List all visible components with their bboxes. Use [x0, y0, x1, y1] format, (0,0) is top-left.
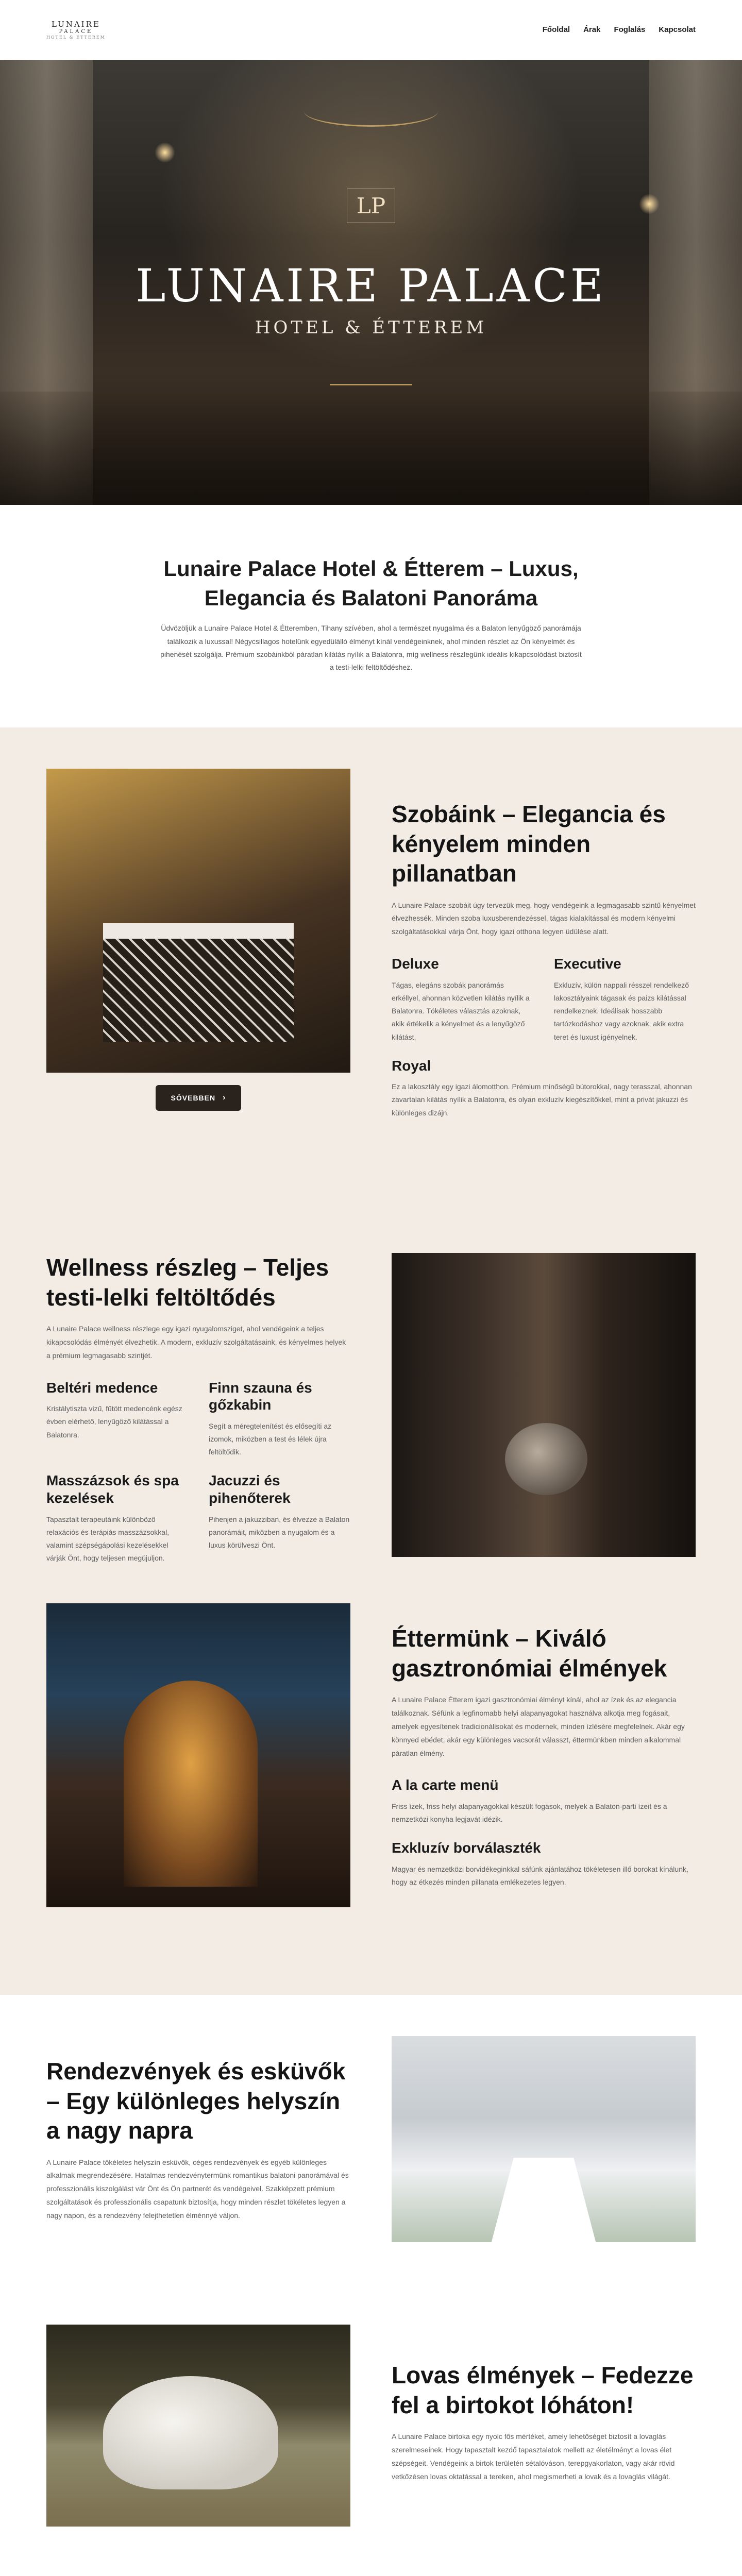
hero-ornament: [330, 384, 412, 385]
nav-item-home: [543, 25, 570, 35]
hero-title: LUNAIRE PALACE: [136, 259, 606, 312]
feature-text: Ez a lakosztály egy igazi álomotthon. Prémium minőségű bútorokkal, nagy terasszal, ahonnan zavartalan kilátás nyílik a Balatonra, és olyan exkluzív kiegészítőkkel, mint a privát jakuzzi és különleges dizájn.: [392, 1082, 692, 1117]
hero-content: [0, 189, 742, 385]
bed-illustration: [103, 923, 294, 1042]
feature-title: Beltéri medence: [46, 1379, 158, 1396]
hero-monogram: LP: [347, 189, 395, 223]
feature-title: Deluxe: [392, 956, 439, 972]
chandelier-decoration: [304, 96, 438, 127]
intro-title: Lunaire Palace Hotel & Étterem – Luxus, Elegancia és Balatoni Panoráma: [163, 556, 579, 610]
feature-text: Magyar és nemzetközi borvidékeginkkal sáfúnk ajánlatához tökéletesen illő borokat kínálunk, hogy az étkezés minden pillanata emlékezetes legyen.: [392, 1865, 688, 1887]
feature-title: Finn szauna és gőzkabin: [209, 1379, 312, 1413]
feature-title: Royal: [392, 1057, 431, 1074]
feature-title: Masszázsok és spa kezelések: [46, 1472, 179, 1506]
rooms-media-col: [46, 769, 350, 1111]
rooms-features: [392, 955, 696, 1120]
horse-illustration: [103, 2376, 278, 2489]
nav-item-booking: [614, 25, 645, 35]
feature-text: Tapasztalt terapeutáink különböző relaxációs és terápiás masszázsokkal, valamint szépségápolási kezelésekkel várják Önt, hogy teljesen megújuljon.: [46, 1515, 170, 1563]
riding-text-col: [392, 2325, 696, 2484]
intro-text: Üdvözöljük a Lunaire Palace Hotel & Étteremben, Tihany szívében, ahol a természet nyugalma és a Balaton lenyűgöző panorámája találkozik a luxussal! Négycsillagos hotelünk egyedülálló élményt kínál vendégeinknek, ahol minden részlet az Ön kényelmét és pihenését szolgálja. Prémium szobáinkból páratlan kilátás nyílik a Balatonra, míg wellness részlegünk ideális kikapcsolódást biztosít a testi-lelki feltöltődéshez.: [160, 624, 582, 671]
events-text-col: [46, 2036, 350, 2223]
feature-text: Tágas, elegáns szobák panorámás erkéllyel, ahonnan közvetlen kilátás nyílik a Balatonra. Tökéletes választás azoknak, akik értékelik a kényelmet és a lenyűgöző kilátást.: [392, 980, 530, 1041]
events-media-col: [392, 2036, 696, 2242]
nav-link-contact[interactable]: Kapcsolat: [659, 25, 696, 34]
wellness-title: Wellness részleg – Teljes testi-lelki feltöltődés: [46, 1254, 329, 1311]
room-feature-deluxe: [392, 955, 533, 1044]
hero-floor-shade: [0, 392, 742, 505]
rooms-more-label: SÖVEBBEN: [171, 1094, 216, 1102]
room-feature-royal: [392, 1057, 696, 1120]
events-image: [392, 2036, 696, 2242]
restaurant-text: A Lunaire Palace Étterem igazi gasztronómiai élményt kínál, ahol az ízek és az elegancia találkoznak. Séfünk a legfinomabb helyi alapanyagokat használva alkotja meg fogásait, amelyek egyesítenek tradicionálisokat és modernek, minden ízlésére megfelelnek. Akár egy könnyed ebédet, akár egy különleges vacsorát válasszt, éttermünkben minden alkalommal páratlan élmény.: [392, 1696, 685, 1757]
restaurant-feature-wine: [392, 1839, 696, 1889]
feature-title: Executive: [554, 956, 621, 972]
rooms-text: A Lunaire Palace szobáit úgy tervezük meg, hogy vendégeink a legmagasabb szintű kényelmet élvezhessék. Minden szoba luxusberendezéssel, tágas kialakítással és modern kényelmi szolgáltatásokkal várja Önt, hogy igazi otthona legyen üdülése alatt.: [392, 901, 696, 936]
rooms-section: [0, 727, 742, 1222]
riding-text: A Lunaire Palace birtoka egy nyolc fős mértéket, amely lehetőséget biztosít a lovaglás szerelmeseinek. Hogy tapasztalt kezdő tapasztalatok mellett az életélményt a lovas élet szépségeit. Vendégeink a birtok területén sétalóváson, terepgyakorlaton, vagy akár rövid vetkőzésen lovas oktatással a tereken, ahol megismerheti a lovak és a lovaglás világát.: [392, 2432, 675, 2481]
feature-title: Exkluzív borválaszték: [392, 1840, 541, 1856]
restaurant-media-col: [46, 1603, 350, 1907]
riding-section: [0, 2325, 742, 2576]
wellness-feature-massage: [46, 1472, 188, 1565]
feature-text: Segít a méregtelenítést és elősegíti az izomok, miközben a test és lélek újra feltöltődik.: [209, 1421, 332, 1456]
feature-title: A la carte menü: [392, 1777, 499, 1793]
restaurant-image: [46, 1603, 350, 1907]
rooms-title: Szobáink – Elegancia és kényelem minden pillanatban: [392, 801, 666, 887]
lamp-glow: [155, 142, 175, 163]
events-text: A Lunaire Palace tökéletes helyszín esküvők, céges rendezvények és egyéb különleges alkalmak megrendezésére. Hatalmas rendezvénytermünk romantikus balatoni panorámával és professzionális kiszolgálást vár Önt és Ön partnerét és vendégeivel. Szakképzett prémium szolgáltatások és professzionális csapatunk biztosítja, hogy minden részlet tökéletes legyen a nagy napon, és a rendezvény felejthetetlen élménnyé váljon.: [46, 2158, 349, 2220]
wedding-aisle-illustration: [490, 2158, 598, 2242]
feature-title: Jacuzzi és pihenőterek: [209, 1472, 291, 1506]
wellness-feature-jacuzzi: [209, 1472, 350, 1565]
wellness-feature-pool: [46, 1379, 188, 1459]
wellness-feature-sauna: [209, 1379, 350, 1459]
wellness-text-col: [46, 1253, 350, 1565]
nav-link-home[interactable]: Főoldal: [542, 25, 570, 34]
wellness-text: A Lunaire Palace wellness részlege egy igazi nyugalomsziget, ahol vendégeink a teljes kikapcsolódás élményét élvezhetik. A modern, exkluzív szolgáltatásaink, és kényelmes helyek a prémium legmagasabb szintjét.: [46, 1325, 346, 1360]
rooms-more-button[interactable]: [156, 1085, 242, 1111]
restaurant-section: [0, 1603, 742, 1995]
nav-link-prices[interactable]: Árak: [583, 25, 601, 34]
sauna-stones-illustration: [505, 1423, 587, 1495]
riding-image: [46, 2325, 350, 2527]
feature-text: Kristálytiszta vizű, fűtött medencénk egész évben elérhető, lenyűgöző kilátással a Balatonra.: [46, 1404, 182, 1439]
main-nav: [543, 25, 696, 35]
events-title: Rendezvények és esküvők – Egy különleges helyszín a nagy napra: [46, 2058, 346, 2144]
feature-text: Pihenjen a jakuzziban, és élvezze a Balaton panorámáit, miközben a nyugalom és a luxus körülveszi Önt.: [209, 1515, 350, 1549]
room-feature-executive: [554, 955, 696, 1044]
logo-line1: LUNAIRE: [51, 19, 100, 29]
nav-item-prices: [583, 25, 600, 35]
site-header: [0, 0, 742, 60]
bar-arch-illustration: [124, 1681, 258, 1887]
rooms-image: [46, 769, 350, 1073]
nav-item-contact: [659, 25, 696, 35]
nav-link-booking[interactable]: Foglalás: [614, 25, 646, 34]
hero-subtitle: HOTEL & ÉTTEREM: [255, 317, 487, 338]
restaurant-title: Éttermünk – Kiváló gasztronómiai élmények: [392, 1625, 667, 1682]
rooms-text-col: [392, 769, 696, 1120]
riding-media-col: [46, 2325, 350, 2527]
chevron-right-icon: ›: [223, 1093, 226, 1102]
events-section: [0, 1995, 742, 2325]
wellness-media-col: [392, 1253, 696, 1557]
restaurant-text-col: [392, 1603, 696, 1889]
wellness-section: [0, 1222, 742, 1603]
rooms-button-wrap: [46, 1085, 350, 1111]
wellness-features: [46, 1379, 350, 1565]
feature-text: Exkluzív, külön nappali résszel rendelkező lakosztályaink tágasak és paizs kilátással rendelkeznek. Ideálisak hosszabb tartózkodáshoz vagy azoknak, akik extra teret és luxust igényelnek.: [554, 980, 689, 1041]
header-logo[interactable]: [46, 21, 106, 40]
feature-text: Friss ízek, friss helyi alapanyagokkal készült fogások, melyek a Balaton-parti ízeit és a nemzetközi konyha legjavát idézik.: [392, 1802, 667, 1824]
logo-line3: HOTEL & ÉTTEREM: [46, 35, 106, 40]
hero-section: [0, 60, 742, 505]
restaurant-feature-menu: [392, 1776, 696, 1826]
intro-section: [0, 505, 742, 727]
logo-line2: PALACE: [59, 28, 93, 35]
riding-title: Lovas élmények – Fedezze fel a birtokot lóháton!: [392, 2362, 694, 2418]
wellness-image: [392, 1253, 696, 1557]
restaurant-features: [392, 1776, 696, 1889]
